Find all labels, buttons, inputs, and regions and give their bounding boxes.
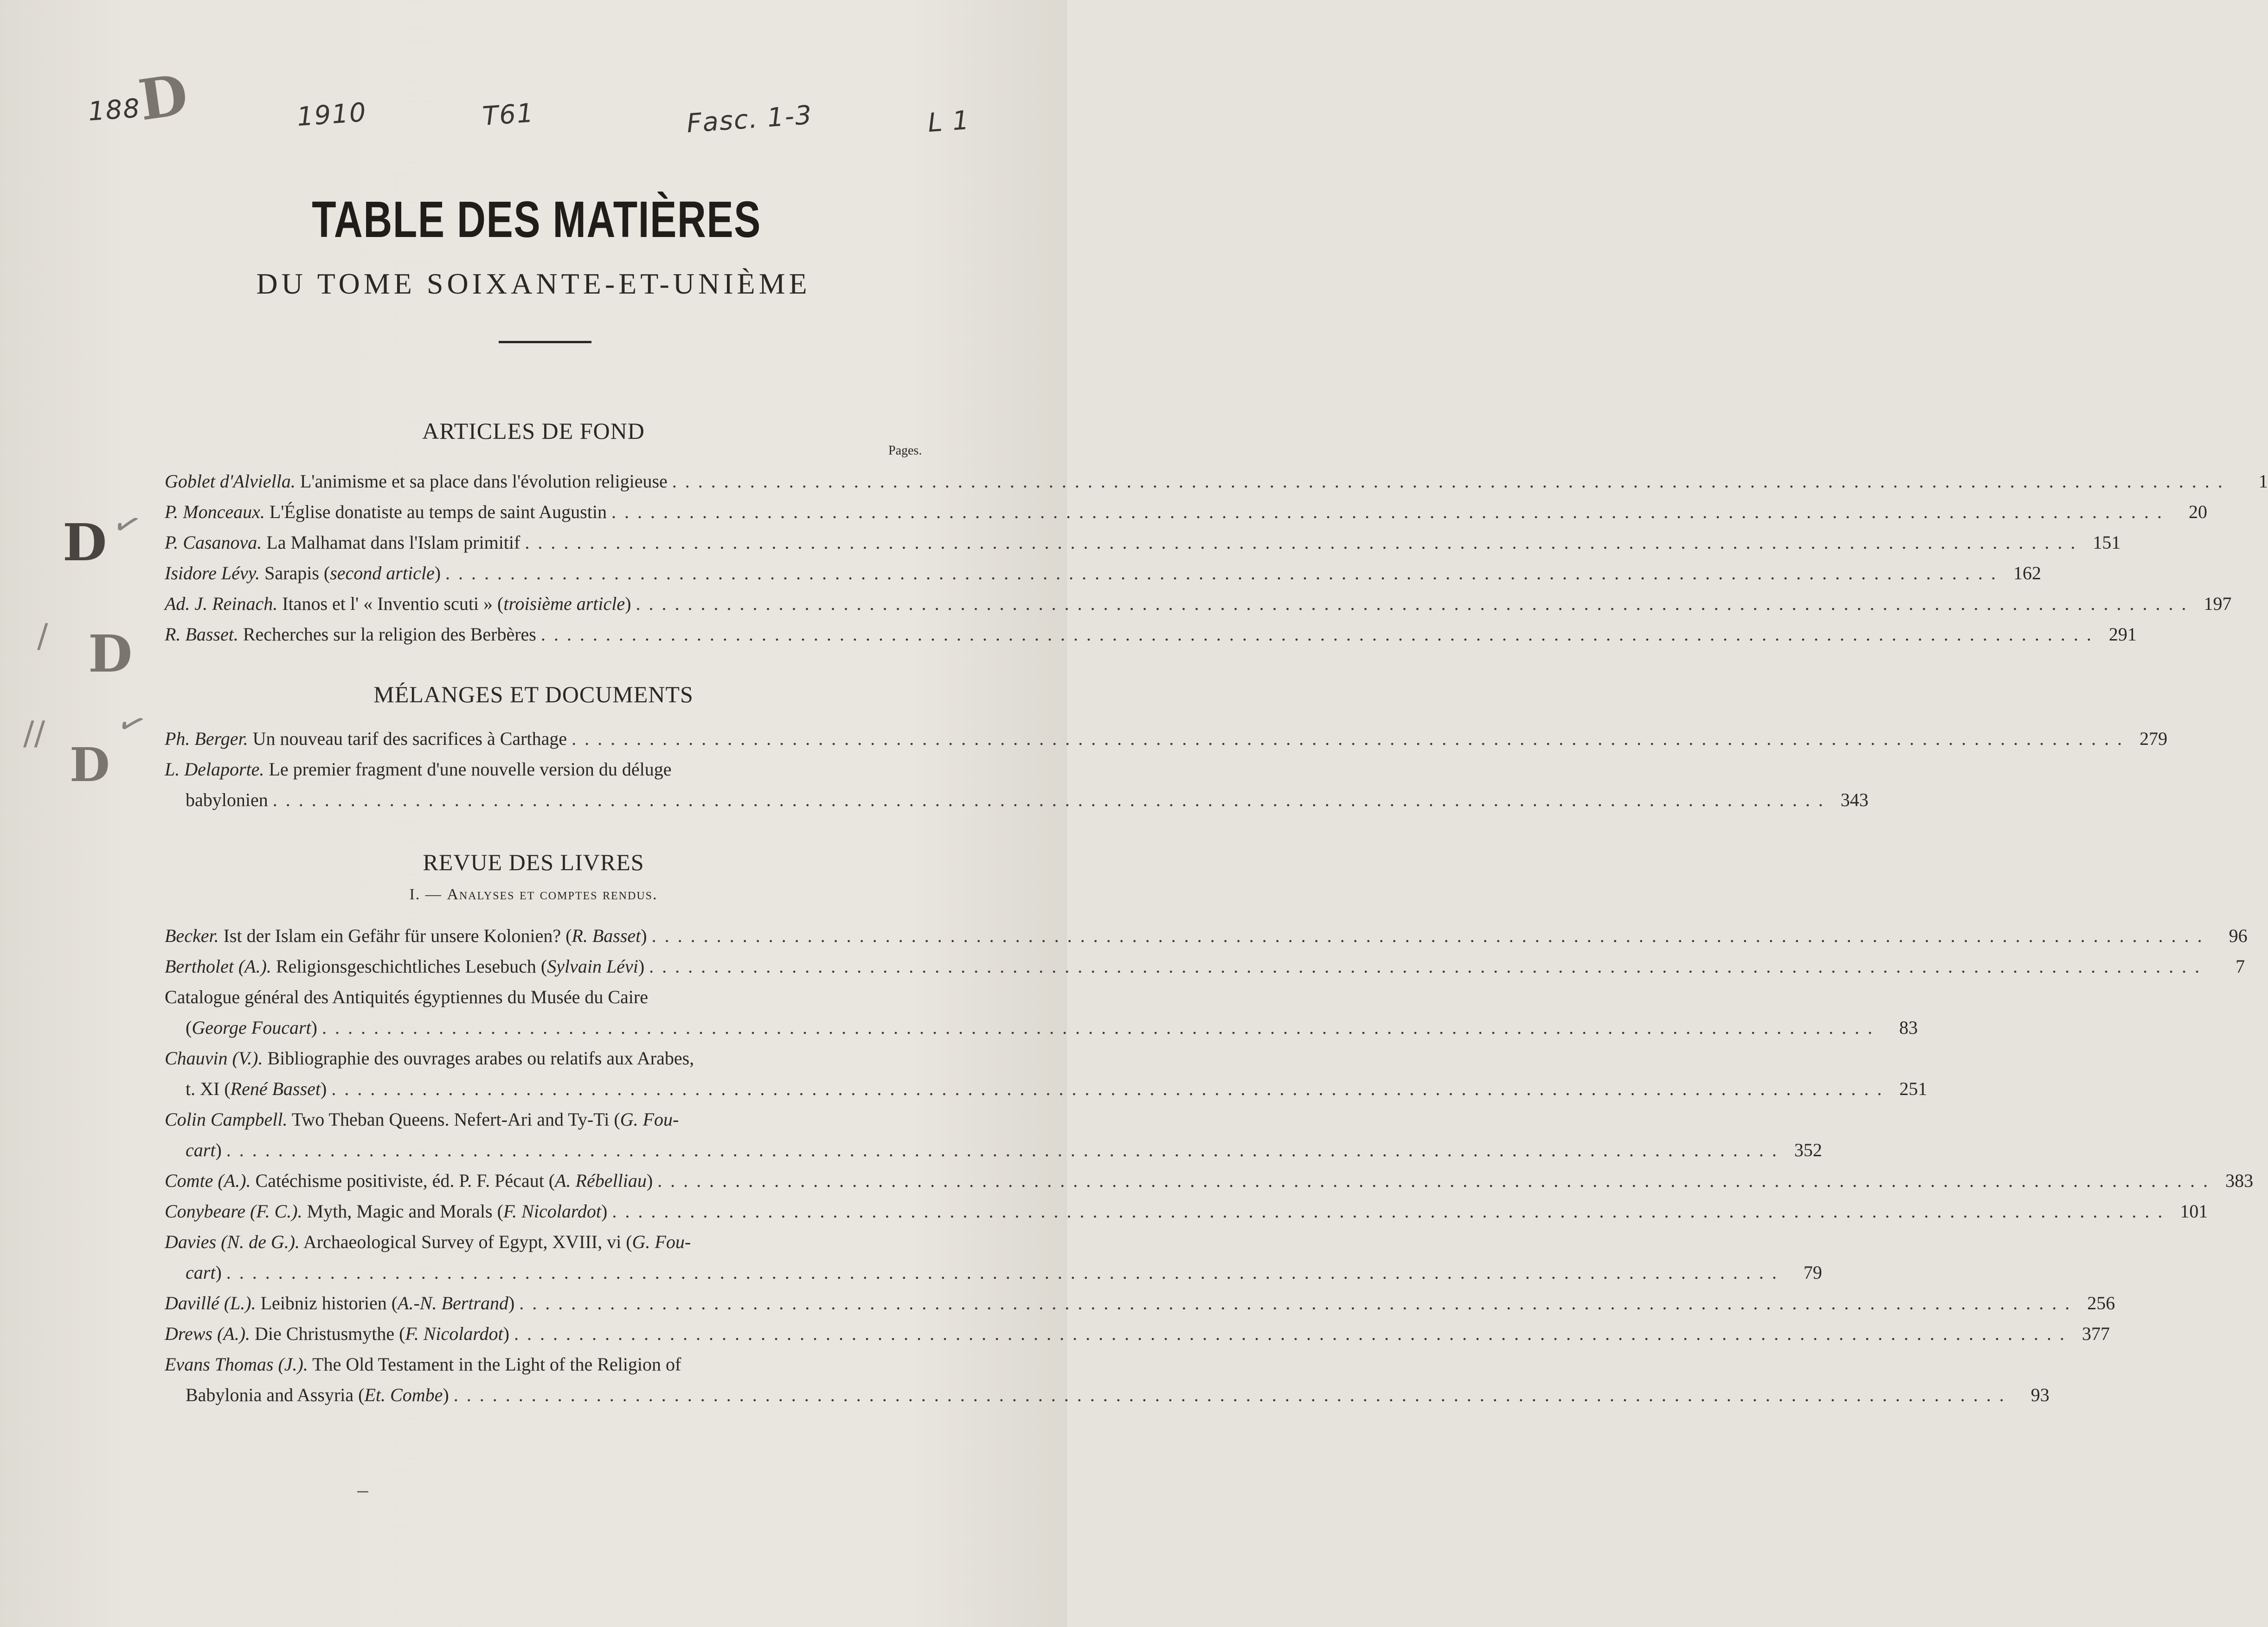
section-revue-heading: REVUE DES LIVRES bbox=[423, 849, 644, 875]
handwritten-note-4: Fasc. 1-3 bbox=[686, 100, 814, 139]
section-articles-heading: ARTICLES DE FOND bbox=[422, 418, 645, 444]
pencil-mark-icon: / bbox=[37, 617, 48, 655]
divider bbox=[499, 341, 591, 343]
entry-title: L'Église donatiste au temps de saint Augustin bbox=[269, 501, 607, 522]
toc-entry: Comte (A.). Catéchisme positiviste, éd. P. F. Pécaut (A. Rébelliau) ........................................................................................................................ 383 bbox=[165, 1170, 2254, 1191]
entry-title: La Malhamat dans l'Islam primitif bbox=[266, 532, 520, 553]
entry-page: 162 bbox=[2013, 563, 2042, 583]
handwritten-note-1: 188 bbox=[87, 93, 142, 127]
entry-title: Un nouveau tarif des sacrifices à Carthage bbox=[252, 728, 567, 749]
section-melanges-heading: MÉLANGES ET DOCUMENTS bbox=[373, 681, 694, 707]
toc-entry: Becker. Ist der Islam ein Gefähr für unsere Kolonien? (R. Basset) ........................................................................................................................ 96 bbox=[165, 925, 2248, 946]
toc-entry: Chauvin (V.). Bibliographie des ouvrages arabes ou relatifs aux Arabes, t. XI (René Basset) ........................................................................................................................ 251 bbox=[165, 1048, 1927, 1099]
toc-entry: P. Casanova. La Malhamat dans l'Islam primitif ........................................................................................................................ 151 bbox=[165, 527, 935, 558]
entry-title: L'animisme et sa place dans l'évolution religieuse bbox=[300, 471, 668, 492]
stamp-d-2: D bbox=[88, 624, 133, 684]
toc-entry: Isidore Lévy. Sarapis (second article) ........................................................................................................................ 162 bbox=[165, 558, 935, 589]
entry-title: Recherches sur la religion des Berbères bbox=[243, 624, 536, 645]
toc-entry: L. Delaporte. Le premier fragment d'une nouvelle version du déluge babylonien ........................................................................................................................ 343 bbox=[165, 754, 935, 815]
toc-entry: Davillé (L.). Leibniz historien (A.-N. Bertrand) ........................................................................................................................ 256 bbox=[165, 1293, 2115, 1313]
stamp-d-1: D bbox=[63, 512, 107, 572]
entry-page: 279 bbox=[2140, 728, 2168, 749]
entry-author: P. Monceaux. bbox=[165, 501, 265, 522]
entry-author: L. Delaporte. bbox=[165, 759, 264, 780]
stamp-d-top: D bbox=[135, 62, 192, 134]
entry-author: R. Basset. bbox=[165, 624, 238, 645]
entry-author: Goblet d'Alviella. bbox=[165, 471, 296, 492]
entry-page: 1 bbox=[2258, 471, 2268, 492]
entry-page: 291 bbox=[2108, 624, 2137, 645]
toc-entry: Colin Campbell. Two Theban Queens. Nefert-Ari and Ty-Ti (G. Fou- cart) ........................................................................................................................ 352 bbox=[165, 1109, 1822, 1160]
toc-entry: Goblet d'Alviella. L'animisme et sa place dans l'évolution religieuse ........................................................................................................................ 1 bbox=[165, 466, 935, 497]
page-mark bbox=[357, 1491, 368, 1492]
check-mark-icon: ✓ bbox=[108, 502, 147, 547]
entry-author: Ph. Berger. bbox=[165, 728, 248, 749]
toc-entry: Catalogue général des Antiquités égyptiennes du Musée du Caire (George Foucart) ........................................................................................................................ 83 bbox=[165, 986, 1918, 1038]
subsection-heading: I. — Analyses et comptes rendus. bbox=[409, 886, 658, 903]
toc-entry: Bertholet (A.). Religionsgeschichtliches Lesebuch (Sylvain Lévi) ........................................................................................................................ 7 bbox=[165, 956, 2245, 977]
toc-entry: Davies (N. de G.). Archaeological Survey of Egypt, XVIII, vi (G. Fou- cart) ........................................................................................................................ 79 bbox=[165, 1231, 1822, 1283]
toc-entry: Conybeare (F. C.). Myth, Magic and Morals (F. Nicolardot) ........................................................................................................................ 101 bbox=[165, 1201, 2208, 1222]
pencil-mark-icon: // bbox=[23, 714, 45, 752]
toc-entry: Ph. Berger. Un nouveau tarif des sacrifices à Carthage ........................................................................................................................ 279 bbox=[165, 724, 935, 754]
toc-entry: Ad. J. Reinach. Itanos et l' « Inventio scuti » (troisième article) ........................................................................................................................ 197 bbox=[165, 589, 935, 619]
entry-page: 151 bbox=[2093, 532, 2121, 553]
entry-author: Isidore Lévy. bbox=[165, 563, 260, 583]
entry-page: 343 bbox=[1840, 789, 1869, 810]
entry-page: 197 bbox=[2204, 593, 2232, 614]
page-title: TABLE DES MATIÈRES bbox=[312, 191, 761, 248]
entry-author: P. Casanova. bbox=[165, 532, 262, 553]
toc-entry: P. Monceaux. L'Église donatiste au temps de saint Augustin ........................................................................................................................ 20 bbox=[165, 497, 935, 527]
stamp-d-3: D bbox=[70, 737, 110, 792]
handwritten-note-5: L 1 bbox=[926, 105, 971, 139]
handwritten-note-3: T61 bbox=[481, 98, 535, 132]
toc-entry: Evans Thomas (J.). The Old Testament in the Light of the Religion of Babylonia and Assyria (Et. Combe) ........................................................................................................................ 93 bbox=[165, 1354, 2050, 1405]
toc-entry: R. Basset. Recherches sur la religion des Berbères ........................................................................................................................ 291 bbox=[165, 619, 935, 650]
entry-author: Ad. J. Reinach. bbox=[165, 593, 278, 614]
entry-title: Le premier fragment d'une nouvelle version du déluge bbox=[269, 759, 672, 780]
check-mark-icon: ✓ bbox=[111, 701, 153, 747]
toc-entry: Drews (A.). Die Christusmythe (F. Nicolardot) ........................................................................................................................ 377 bbox=[165, 1323, 2110, 1344]
handwritten-note-2: 1910 bbox=[296, 97, 368, 133]
pages-column-label: Pages. bbox=[888, 443, 922, 458]
page-subtitle: DU TOME SOIXANTE-ET-UNIÈME bbox=[256, 267, 811, 300]
entry-page: 20 bbox=[2188, 501, 2207, 522]
